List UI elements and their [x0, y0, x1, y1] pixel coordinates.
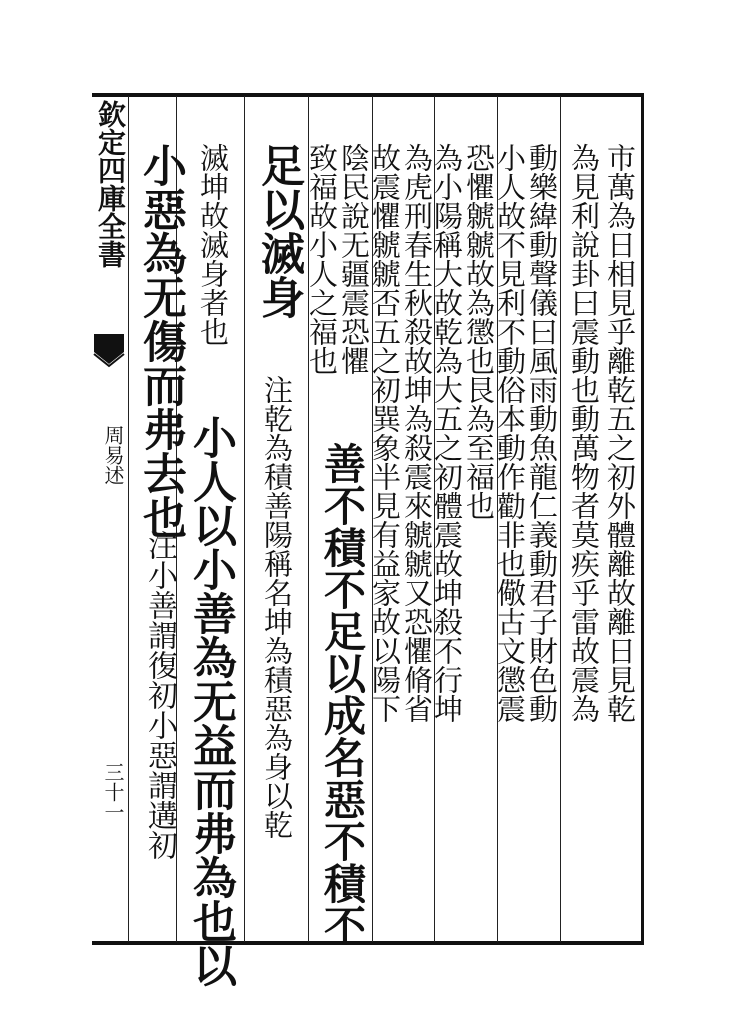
annotation-line: 故震懼虩虩否五之初巽象半見有益家故以陽下	[368, 143, 402, 723]
annotation-line: 小人故不見利不動俗本動作勸非也儆古文懲震	[493, 143, 527, 723]
section-title: 周易述	[101, 425, 125, 485]
book-title: 欽定四庫全書	[94, 100, 127, 268]
annotation-line: 為見利說卦曰震動也動萬物者莫疾乎雷故震為	[567, 143, 601, 723]
annotation-line: 注乾為積善陽稱名坤為積惡為身以乾	[260, 375, 294, 839]
main-text: 小惡為无傷而弗去也	[135, 143, 186, 539]
main-text: 小人以小善為无益而弗為也以	[185, 415, 236, 987]
page-number: 三十一	[101, 762, 125, 822]
annotation-line: 陰民說无疆震恐懼	[337, 143, 371, 375]
column-rule	[128, 96, 129, 942]
main-text: 足以滅身	[253, 143, 304, 319]
annotation-line: 恐懼虩虩故為懲也艮為至福也	[462, 143, 496, 520]
annotation-line: 注小善謂復初小惡謂遘初	[142, 530, 177, 860]
annotation-line: 滅坤故滅身者也	[196, 143, 230, 346]
annotation-line: 動樂緯動聲儀曰風雨動魚龍仁義動君子財色動	[525, 143, 559, 723]
annotation-line: 為虎刑春生秋殺故坤為殺震來虩虩又恐懼脩省	[400, 143, 434, 723]
fish-tail-mark-icon	[92, 330, 126, 370]
column-rule	[244, 96, 245, 942]
annotation-line: 市萬為日相見乎離乾五之初外體離故離日見乾	[603, 143, 637, 723]
annotation-line: 致福故小人之福也	[305, 143, 339, 375]
main-text: 善不積不足以成名惡不積不	[318, 442, 367, 946]
text-column-5	[305, 143, 372, 443]
annotation-line: 為小陽稱大故乾為大五之初體震故坤殺不行坤	[430, 143, 464, 723]
column-rule	[560, 96, 561, 942]
